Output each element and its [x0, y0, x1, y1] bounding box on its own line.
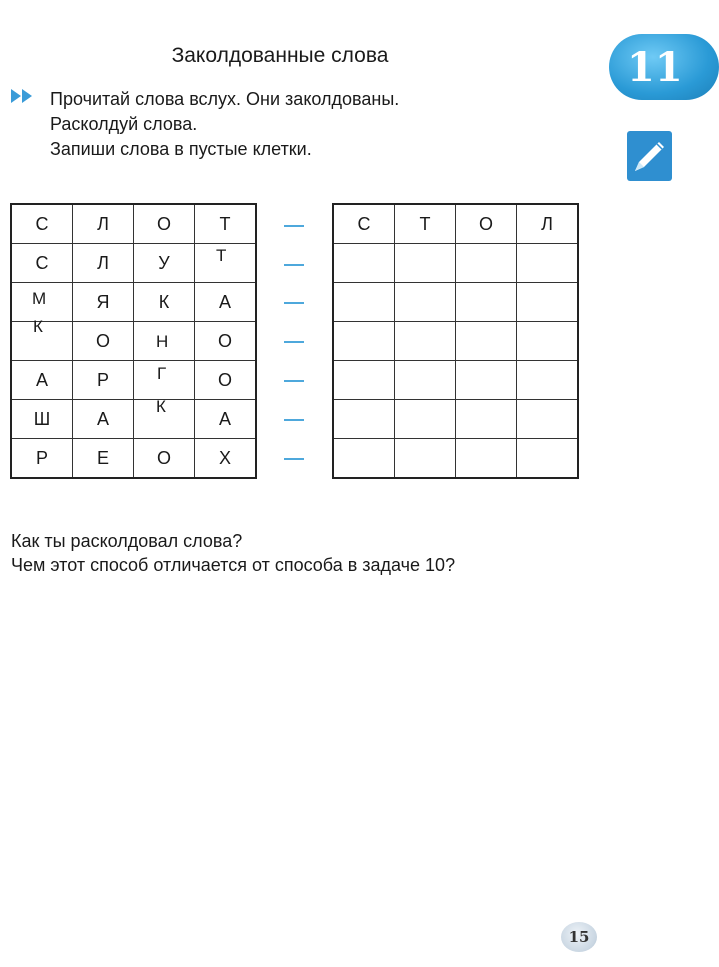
answer-cell[interactable] [517, 400, 579, 439]
answer-grid [332, 203, 579, 479]
answer-cell[interactable] [333, 283, 395, 322]
overlapping-letter: Т [216, 246, 227, 265]
dash-separator [284, 225, 304, 227]
grid-cell: А [195, 283, 257, 322]
answer-cell[interactable]: С [333, 204, 395, 244]
instruction-line: Расколдуй слова. [50, 114, 198, 134]
answer-cell[interactable] [456, 244, 517, 283]
question-line: Как ты расколдовал слова? [11, 531, 243, 551]
answer-cell[interactable] [395, 322, 456, 361]
dash-separator [284, 264, 304, 266]
answer-cell[interactable] [395, 400, 456, 439]
enchanted-letters-grid [10, 203, 257, 479]
pencil-icon [627, 131, 672, 181]
answer-cell[interactable] [456, 283, 517, 322]
answer-cell[interactable] [456, 322, 517, 361]
question-line: Чем этот способ отличается от способа в задаче 10? [11, 555, 456, 575]
answer-cell[interactable] [517, 283, 579, 322]
page-number: 15 [561, 922, 597, 952]
grid-cell: Т [195, 204, 257, 244]
task-number: 11 [627, 44, 683, 91]
answer-cell[interactable]: О [456, 204, 517, 244]
grid-cell: А [11, 361, 73, 400]
overlapping-letter: М [32, 289, 47, 308]
grid-cell: А [195, 400, 257, 439]
grid-cell: С [11, 244, 73, 283]
grid-cell: А [73, 400, 134, 439]
answer-cell[interactable] [395, 283, 456, 322]
instruction-line: Запиши слова в пустые клетки. [50, 139, 312, 159]
grid-cell: Л [73, 244, 134, 283]
answer-cell[interactable] [333, 400, 395, 439]
instructions [50, 87, 399, 162]
grid-cell: О [195, 322, 257, 361]
grid-cell: Ш [11, 400, 73, 439]
answer-cell[interactable] [456, 361, 517, 400]
answer-cell[interactable] [333, 439, 395, 479]
overlapping-letter: К [156, 397, 166, 416]
answer-cell[interactable] [395, 439, 456, 479]
dash-separator [284, 419, 304, 421]
dash-separator [284, 380, 304, 382]
answer-cell[interactable] [395, 361, 456, 400]
grid-cell: О [134, 439, 195, 479]
double-arrow-icon [9, 87, 37, 105]
grid-cell: Р [73, 361, 134, 400]
page-title: Заколдованные слова [171, 44, 389, 67]
answer-cell[interactable] [517, 322, 579, 361]
answer-cell[interactable] [333, 244, 395, 283]
grid-cell: У [134, 244, 195, 283]
answer-cell[interactable] [456, 439, 517, 479]
answer-cell[interactable] [333, 322, 395, 361]
dash-separator [284, 341, 304, 343]
grid-cell: О [195, 361, 257, 400]
answer-cell[interactable] [333, 361, 395, 400]
overlapping-letter: К [33, 317, 43, 336]
grid-cell: О [73, 322, 134, 361]
grid-cell: Л [73, 204, 134, 244]
overlapping-letter: Н [156, 332, 169, 351]
instruction-line: Прочитай слова вслух. Они заколдованы. [50, 89, 400, 109]
grid-cell: Х [195, 439, 257, 479]
answer-cell[interactable] [517, 439, 579, 479]
dash-separator [284, 302, 304, 304]
grid-cell: К [134, 283, 195, 322]
grid-cell: С [11, 204, 73, 244]
grid-cell: О [134, 204, 195, 244]
answer-cell[interactable]: Т [395, 204, 456, 244]
answer-cell[interactable] [517, 244, 579, 283]
answer-cell[interactable] [395, 244, 456, 283]
grid-cell: Е [73, 439, 134, 479]
answer-cell[interactable]: Л [517, 204, 579, 244]
task-number-badge [609, 34, 719, 100]
grid-cell: Я [73, 283, 134, 322]
grid-cell: Р [11, 439, 73, 479]
answer-cell[interactable] [517, 361, 579, 400]
overlapping-letter: Г [157, 364, 167, 383]
questions [11, 529, 455, 577]
answer-cell[interactable] [456, 400, 517, 439]
dash-separator [284, 458, 304, 460]
